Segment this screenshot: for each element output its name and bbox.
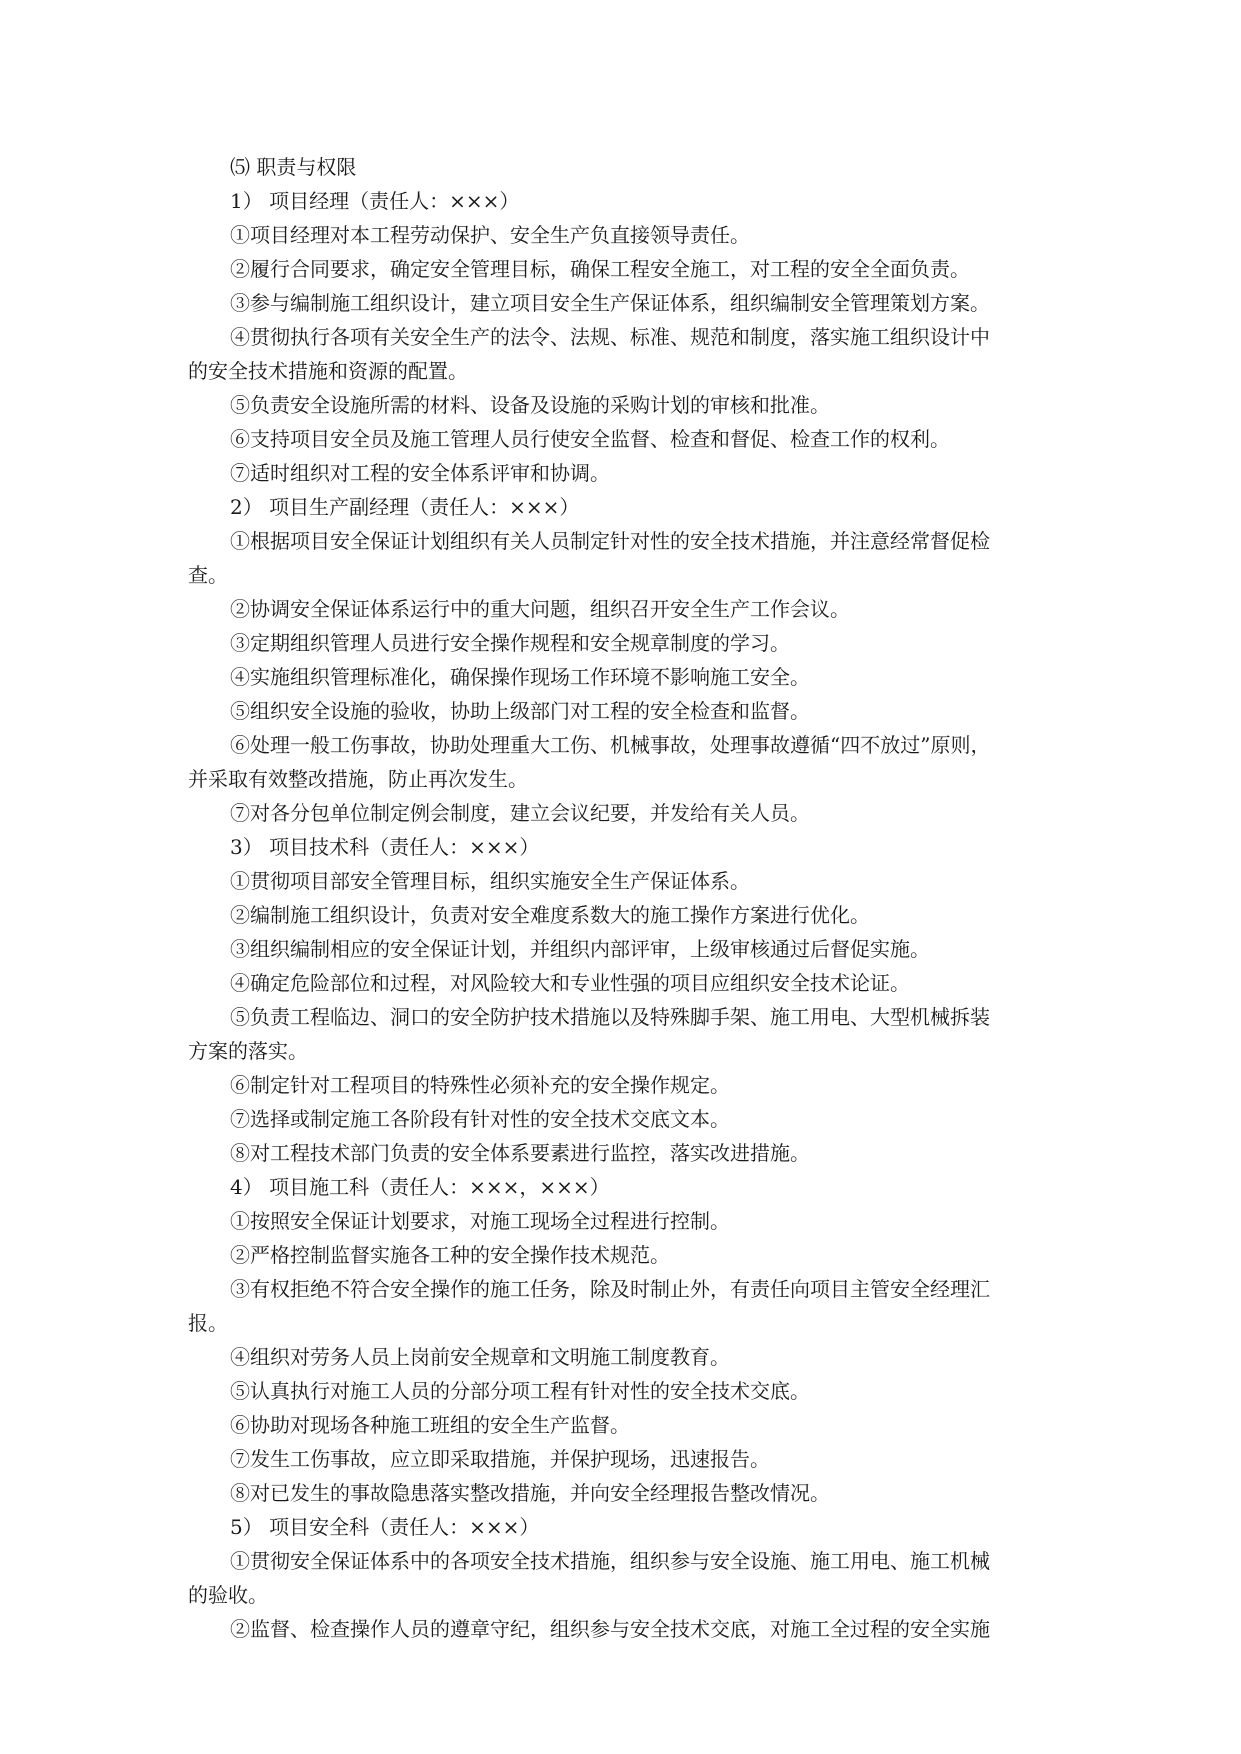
text-line: ②编制施工组织设计，负责对安全难度系数大的施工操作方案进行优化。 (230, 903, 870, 927)
text-line: ③参与编制施工组织设计，建立项目安全生产保证体系，组织编制安全管理策划方案。 (230, 291, 990, 315)
text-line: 的验收。 (188, 1583, 268, 1607)
text-line: 1） 项目经理（责任人：×××） (230, 189, 520, 213)
text-line: ④贯彻执行各项有关安全生产的法令、法规、标准、规范和制度，落实施工组织设计中 (230, 325, 990, 349)
text-line: 2） 项目生产副经理（责任人：×××） (230, 495, 580, 519)
text-line: ②监督、检查操作人员的遵章守纪，组织参与安全技术交底，对施工全过程的安全实施 (230, 1617, 990, 1641)
text-line: ⑤认真执行对施工人员的分部分项工程有针对性的安全技术交底。 (230, 1379, 810, 1403)
text-line: ①项目经理对本工程劳动保护、安全生产负直接领导责任。 (230, 223, 750, 247)
text-line: ②协调安全保证体系运行中的重大问题，组织召开安全生产工作会议。 (230, 597, 850, 621)
document-page (188, 150, 1058, 1646)
text-line: ⑤负责工程临边、洞口的安全防护技术措施以及特殊脚手架、施工用电、大型机械拆装 (230, 1005, 990, 1029)
text-line: 报。 (188, 1311, 228, 1335)
text-line: 3） 项目技术科（责任人：×××） (230, 835, 540, 859)
text-line: ⑤负责安全设施所需的材料、设备及设施的采购计划的审核和批准。 (230, 393, 830, 417)
text-line: ⑥处理一般工伤事故，协助处理重大工伤、机械事故，处理事故遵循“四不放过”原则， (230, 733, 991, 757)
text-line: ⑦选择或制定施工各阶段有针对性的安全技术交底文本。 (230, 1107, 730, 1131)
text-line: 并采取有效整改措施，防止再次发生。 (188, 767, 528, 791)
text-line: ①贯彻项目部安全管理目标，组织实施安全生产保证体系。 (230, 869, 750, 893)
text-line: ③组织编制相应的安全保证计划，并组织内部评审，上级审核通过后督促实施。 (230, 937, 930, 961)
text-line: ②严格控制监督实施各工种的安全操作技术规范。 (230, 1243, 670, 1267)
text-line: ④组织对劳务人员上岗前安全规章和文明施工制度教育。 (230, 1345, 730, 1369)
text-line: ⑥支持项目安全员及施工管理人员行使安全监督、检查和督促、检查工作的权利。 (230, 427, 950, 451)
text-line: ①按照安全保证计划要求，对施工现场全过程进行控制。 (230, 1209, 730, 1233)
text-line: ⑤组织安全设施的验收，协助上级部门对工程的安全检查和监督。 (230, 699, 810, 723)
text-line: 的安全技术措施和资源的配置。 (188, 359, 468, 383)
text-line: 5） 项目安全科（责任人：×××） (230, 1515, 540, 1539)
text-line: 4） 项目施工科（责任人：×××，×××） (230, 1175, 610, 1199)
text-line: ④实施组织管理标准化，确保操作现场工作环境不影响施工安全。 (230, 665, 810, 689)
text-line: ⑦适时组织对工程的安全体系评审和协调。 (230, 461, 610, 485)
text-line: ⑦发生工伤事故，应立即采取措施，并保护现场，迅速报告。 (230, 1447, 770, 1471)
text-line: ⑥协助对现场各种施工班组的安全生产监督。 (230, 1413, 630, 1437)
text-line: ⑧对工程技术部门负责的安全体系要素进行监控，落实改进措施。 (230, 1141, 810, 1165)
text-line: 方案的落实。 (188, 1039, 308, 1063)
text-line: 查。 (188, 563, 228, 587)
text-line: ①贯彻安全保证体系中的各项安全技术措施，组织参与安全设施、施工用电、施工机械 (230, 1549, 990, 1573)
text-line: ⑦对各分包单位制定例会制度，建立会议纪要，并发给有关人员。 (230, 801, 810, 825)
text-line: ⑧对已发生的事故隐患落实整改措施，并向安全经理报告整改情况。 (230, 1481, 830, 1505)
text-line: ③定期组织管理人员进行安全操作规程和安全规章制度的学习。 (230, 631, 790, 655)
text-line: ⑥制定针对工程项目的特殊性必须补充的安全操作规定。 (230, 1073, 730, 1097)
text-line: ③有权拒绝不符合安全操作的施工任务，除及时制止外，有责任向项目主管安全经理汇 (230, 1277, 990, 1301)
text-line: ②履行合同要求，确定安全管理目标，确保工程安全施工，对工程的安全全面负责。 (230, 257, 970, 281)
text-line: ⑸ 职责与权限 (230, 155, 357, 179)
text-line: ①根据项目安全保证计划组织有关人员制定针对性的安全技术措施，并注意经常督促检 (230, 529, 990, 553)
text-line: ④确定危险部位和过程，对风险较大和专业性强的项目应组织安全技术论证。 (230, 971, 910, 995)
